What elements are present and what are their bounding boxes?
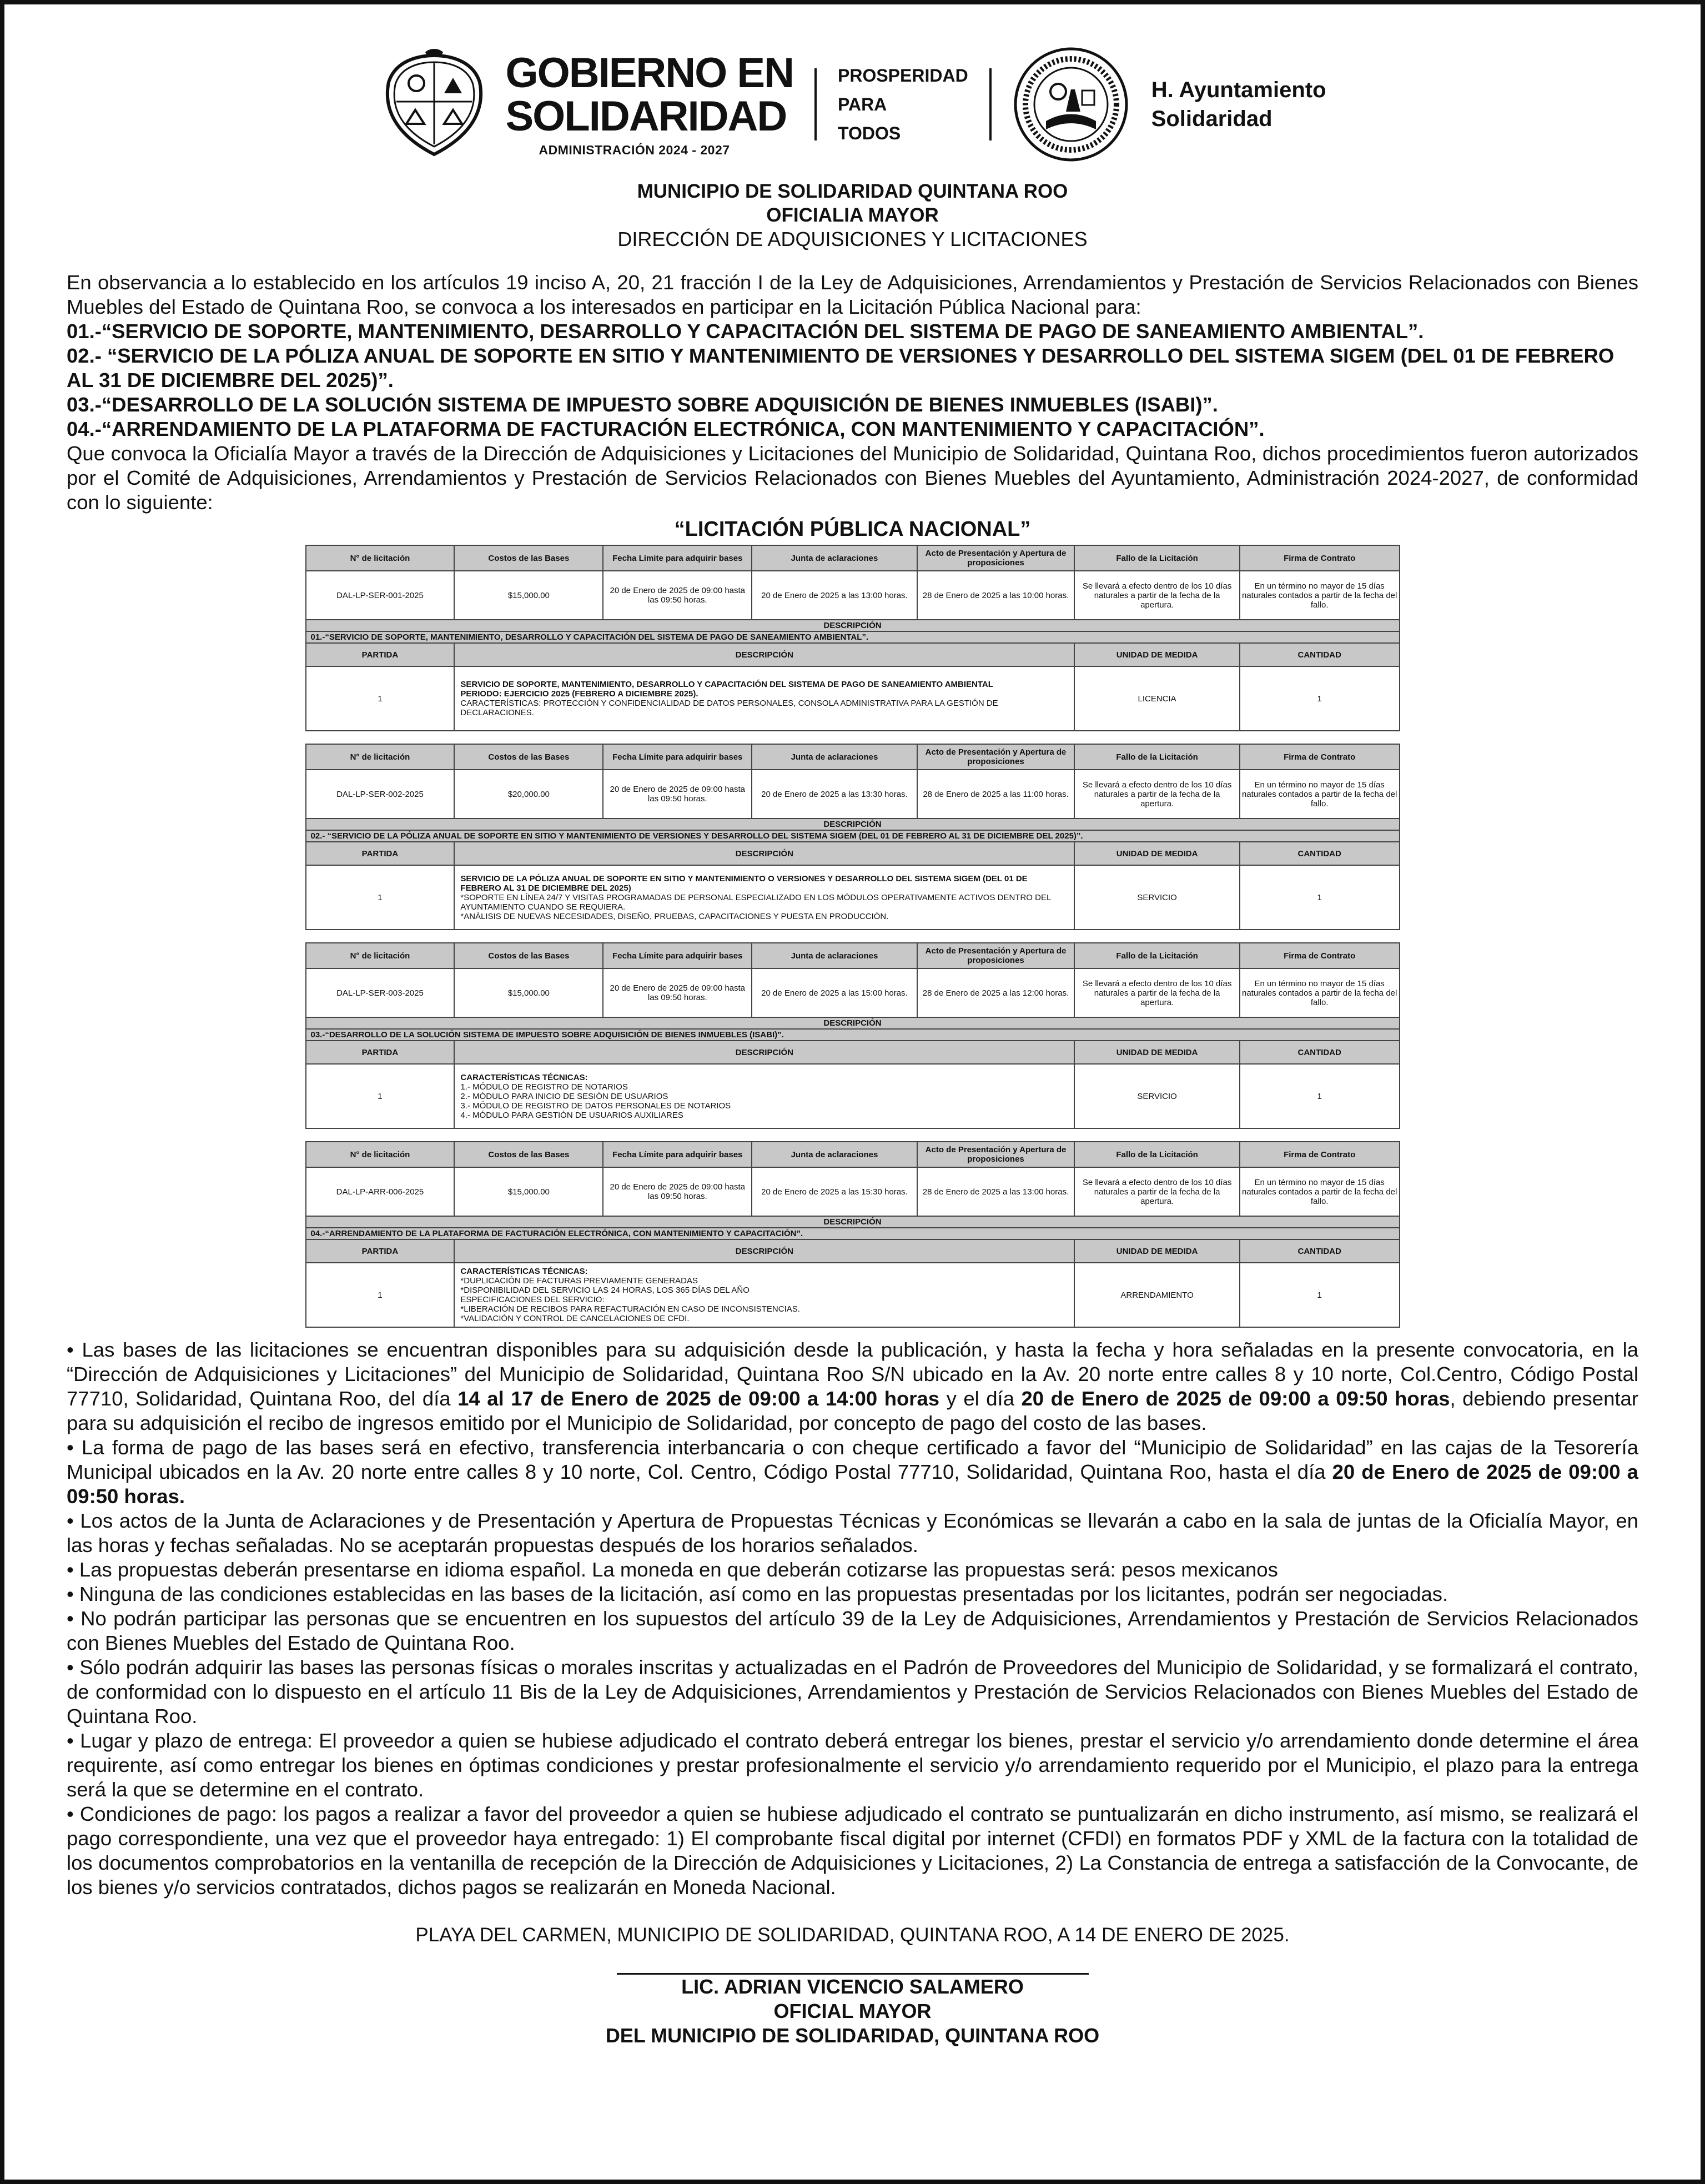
fallo-text: Se llevará a efecto dentro de los 10 días naturales a partir de la fecha de la apertura. [1074, 1167, 1239, 1216]
item-row [306, 865, 1400, 930]
convoca-text: Que convoca la Oficialía Mayor a través de la Dirección de Adquisiciones y Licitaciones del Municipio de Solidaridad, Quintana Roo, dichos procedimientos fueron autorizados por el Comité de Adquisiciones, Arrendamientos y Prestación de Servicios Relacionados con Bienes Muebles del Ayuntamiento, Administración 2024-2027, de conformidad con lo siguiente: [67, 442, 1638, 514]
condition-emphasis: 20 de Enero de 2025 de 09:00 a 09:50 horas [1021, 1387, 1450, 1410]
header-acto: Acto de Presentación y Apertura de proposiciones [917, 545, 1075, 571]
table-header-row [306, 744, 1400, 770]
header-junta: Junta de aclaraciones [752, 1142, 917, 1167]
condition-negotiation: • Ninguna de las condiciones establecidas en las bases de la licitación, así como en las propuestas presentadas por los licitantes, podrán ser negociadas. [67, 1583, 1449, 1605]
acto-date: 28 de Enero de 2025 a las 12:00 horas. [917, 968, 1075, 1017]
header-junta: Junta de aclaraciones [752, 943, 917, 968]
condition-text: • Las bases de las licitaciones se encuentran disponibles para su adquisición desde la publicación, y hasta la fecha y hora señaladas en la presente convocatoria, en la “Dirección de Adquisiciones y Licitaciones” del Municipio de Solidaridad, Quintana Roo S/N ubicado en la Av. 20 norte entre calles 8 y 10 norte, Col.Centro, Código Postal 77710, Solidaridad, Quintana Roo, del día [67, 1338, 1638, 1410]
licitacion-table [305, 545, 1400, 731]
vertical-divider [989, 68, 992, 140]
header-num: N° de licitación [306, 744, 455, 770]
firma-text: En un término no mayor de 15 días naturales contados a partir de la fecha del fallo. [1240, 770, 1400, 819]
bases-deadline: 20 de Enero de 2025 de 09:00 hasta las 09:50 horas. [603, 770, 752, 819]
item-partida: 1 [306, 666, 455, 731]
header-unidad: UNIDAD DE MEDIDA [1074, 643, 1239, 666]
header-cantidad: CANTIDAD [1240, 1041, 1400, 1064]
description-label: DESCRIPCIÓN [306, 1216, 1400, 1228]
item-description-detail: *SOPORTE EN LÍNEA 24/7 Y VISITAS PROGRAMADAS DE PERSONAL ESPECIALIZADO EN LOS MÓDULOS OPERATIVAMENTE ACTIVOS DENTRO DEL AYUNTAMIENTO CUANDO SE REQUIERA. *ANÁLISIS DE NUEVAS NECESIDADES, DISEÑO, PRUEBAS, CAPACITACIONES Y PUESTA EN PRODUCCIÓN. [460, 892, 1051, 921]
fallo-text: Se llevará a efecto dentro de los 10 días naturales a partir de la fecha de la apertura. [1074, 770, 1239, 819]
header-descripcion: DESCRIPCIÓN [454, 1239, 1074, 1263]
header-descripcion: DESCRIPCIÓN [454, 1041, 1074, 1064]
signatory-title: OFICIAL MAYOR [773, 2000, 932, 2022]
header-costo: Costos de las Bases [454, 545, 603, 571]
municipality-title: MUNICIPIO DE SOLIDARIDAD QUINTANA ROO [637, 180, 1068, 202]
item-description-detail: CARACTERÍSTICAS: PROTECCIÓN Y CONFIDENCIALIDAD DE DATOS PERSONALES, CONSOLA ADMINISTRATIVA PARA LA GESTIÓN DE DECLARACIONES. [460, 699, 998, 717]
lpn-title: “LICITACIÓN PÚBLICA NACIONAL” [674, 518, 1031, 541]
condition-acts: • Los actos de la Junta de Aclaraciones y de Presentación y Apertura de Propuestas Técnicas y Económicas se llevarán a cabo en la sala de juntas de la Oficialía Mayor, en las horas y fechas señaladas. No se aceptarán propuestas después de los horarios señalados. [67, 1509, 1638, 1557]
bases-cost: $20,000.00 [454, 770, 603, 819]
items-header-row [306, 1041, 1400, 1064]
item-quantity: 1 [1240, 1263, 1400, 1327]
licitacion-number: DAL-LP-SER-003-2025 [306, 968, 455, 1017]
item-description [454, 666, 1074, 731]
table-header-row [306, 943, 1400, 968]
table-row [306, 770, 1400, 819]
table-row [306, 571, 1400, 620]
header-firma: Firma de Contrato [1240, 545, 1400, 571]
item-unit: LICENCIA [1074, 666, 1239, 731]
item-description [454, 865, 1074, 930]
header-partida: PARTIDA [306, 1239, 455, 1263]
gov-line-2: SOLIDARIDAD [505, 92, 787, 140]
ayuntamiento-line-2: Solidaridad [1151, 107, 1273, 131]
condition-bases [67, 1338, 1638, 1435]
header-partida: PARTIDA [306, 1041, 455, 1064]
header-descripcion: DESCRIPCIÓN [454, 643, 1074, 666]
office-title: OFICIALIA MAYOR [766, 204, 939, 226]
item-description-heading: SERVICIO DE LA PÓLIZA ANUAL DE SOPORTE EN SITIO Y MANTENIMIENTO O VERSIONES Y DESARROLLO DEL SISTEMA SIGEM (DEL 01 DE FEBRERO AL 31 DE DICIEMBRE DEL 2025) [460, 873, 1028, 893]
condition-payment-bases [67, 1435, 1638, 1509]
item-unit: ARRENDAMIENTO [1074, 1263, 1239, 1327]
condition-registry: • Sólo podrán adquirir las bases las personas físicas o morales inscritas y actualizadas en el Padrón de Proveedores del Municipio de Solidaridad, y se formalizará el contrato, de conformidad con lo dispuesto en el artículo 11 Bis de la Ley de Adquisiciones, Arrendamientos y Prestación de Servicios Relacionados con Bienes Muebles del Estado de Quintana Roo. [67, 1656, 1638, 1728]
conditions-list [67, 1338, 1638, 1900]
table-header-row [306, 1142, 1400, 1167]
table-row [306, 968, 1400, 1017]
item-description [454, 1064, 1074, 1128]
header-acto: Acto de Presentación y Apertura de proposiciones [917, 744, 1075, 770]
item-row [306, 1064, 1400, 1128]
items-header-row [306, 1239, 1400, 1263]
header-num: N° de licitación [306, 545, 455, 571]
condition-text: • La forma de pago de las bases será en efectivo, transferencia interbancaria o con cheque certificado a favor del “Municipio de Solidaridad” en las cajas de la Tesorería Municipal ubicados en la Av. 20 norte entre calles 8 y 10 norte, Col. Centro, Código Postal 77710, Solidaridad, Quintana Roo, hasta el día [67, 1436, 1638, 1483]
bases-deadline: 20 de Enero de 2025 de 09:00 hasta las 09:50 horas. [603, 571, 752, 620]
header-costo: Costos de las Bases [454, 1142, 603, 1167]
header-unidad: UNIDAD DE MEDIDA [1074, 1041, 1239, 1064]
firma-text: En un término no mayor de 15 días naturales contados a partir de la fecha del fallo. [1240, 1167, 1400, 1216]
item-row [306, 666, 1400, 731]
item-description-heading: SERVICIO DE SOPORTE, MANTENIMIENTO, DESARROLLO Y CAPACITACIÓN DEL SISTEMA DE PAGO DE SANEAMIENTO AMBIENTAL PERIODO: EJERCICIO 2025 (FEBRERO A DICIEMBRE 2025). [460, 680, 993, 699]
service-item: 01.-“SERVICIO DE SOPORTE, MANTENIMIENTO, DESARROLLO Y CAPACITACIÓN DEL SISTEMA DE PAGO DE SANEAMIENTO AMBIENTAL”. [67, 320, 1424, 343]
header-cantidad: CANTIDAD [1240, 1239, 1400, 1263]
description-title: 03.-“DESARROLLO DE LA SOLUCIÓN SISTEMA DE IMPUESTO SOBRE ADQUISICIÓN DE BIENES INMUEBLES (ISABI)”. [306, 1029, 1400, 1041]
header-costo: Costos de las Bases [454, 744, 603, 770]
condition-exclusions: • No podrán participar las personas que se encuentren en los supuestos del artículo 39 de la Ley de Adquisiciones, Arrendamientos y Prestación de Servicios Relacionados con Bienes Muebles del Estado de Quintana Roo. [67, 1607, 1638, 1654]
header-unidad: UNIDAD DE MEDIDA [1074, 842, 1239, 865]
condition-payment: • Condiciones de pago: los pagos a realizar a favor del proveedor a quien se hubiese adjudicado el contrato se puntualizarán en dicho instrumento, así mismo, se realizará el pago correspondiente, una vez que el proveedor haya entregado: 1) El comprobante fiscal digital por internet (CFDI) en formatos PDF y XML de la factura con la totalidad de los documentos comprobatorios en la ventanilla de recepción de la Dirección de Adquisiciones y Licitaciones, 2) La Constancia de entrega a satisfacción de la Convocante, de los bienes y/o servicios contratados, dichos pagos se realizarán en Moneda Nacional. [67, 1803, 1638, 1899]
condition-text: , debiendo presentar para su adquisición el recibo de ingresos emitido por el Municipio de Solidaridad, por concepto de pago del costo de las bases. [67, 1387, 1639, 1434]
motto-line-2: PARA [837, 94, 887, 114]
service-item: 02.- “SERVICIO DE LA PÓLIZA ANUAL DE SOPORTE EN SITIO Y MANTENIMIENTO DE VERSIONES Y DESARROLLO DEL SISTEMA SIGEM (DEL 01 DE FEBRERO AL 31 DE DICIEMBRE DEL 2025)”. [67, 344, 1615, 391]
header-firma: Firma de Contrato [1240, 1142, 1400, 1167]
description-label: DESCRIPCIÓN [306, 620, 1400, 631]
item-description-detail: *DUPLICACIÓN DE FACTURAS PREVIAMENTE GENERADAS *DISPONIBILIDAD DEL SERVICIO LAS 24 HORAS, LOS 365 DÍAS DEL AÑO ESPECIFICACIONES DEL SERVICIO: *LIBERACIÓN DE RECIBOS PARA REFACTURACIÓN EN CASO DE INCONSISTENCIAS. *VALIDACIÓN Y CONTROL DE CANCELACIONES DE CFDI. [460, 1276, 800, 1323]
acto-date: 28 de Enero de 2025 a las 13:00 horas. [917, 1167, 1075, 1216]
junta-date: 20 de Enero de 2025 a las 13:00 horas. [752, 571, 917, 620]
bases-cost: $15,000.00 [454, 571, 603, 620]
firma-text: En un término no mayor de 15 días naturales contados a partir de la fecha del fallo. [1240, 968, 1400, 1017]
header-costo: Costos de las Bases [454, 943, 603, 968]
ayuntamiento-seal-icon [1013, 46, 1129, 163]
junta-date: 20 de Enero de 2025 a las 15:00 horas. [752, 968, 917, 1017]
description-title: 02.- “SERVICIO DE LA PÓLIZA ANUAL DE SOPORTE EN SITIO Y MANTENIMIENTO DE VERSIONES Y DESARROLLO DEL SISTEMA SIGEM (DEL 01 DE FEBRERO AL 31 DE DICIEMBRE DEL 2025)”. [306, 830, 1400, 842]
header-partida: PARTIDA [306, 643, 455, 666]
header-cantidad: CANTIDAD [1240, 842, 1400, 865]
condition-emphasis: 14 al 17 de Enero de 2025 de 09:00 a 14:00 horas [457, 1387, 940, 1410]
items-header-row [306, 643, 1400, 666]
signatory-name: LIC. ADRIAN VICENCIO SALAMERO [681, 1975, 1024, 1998]
licitacion-table [305, 1141, 1400, 1328]
firma-text: En un término no mayor de 15 días naturales contados a partir de la fecha del fallo. [1240, 571, 1400, 620]
licitacion-table [305, 942, 1400, 1129]
motto-line-3: TODOS [837, 123, 901, 143]
header-firma: Firma de Contrato [1240, 943, 1400, 968]
header-fecha: Fecha Límite para adquirir bases [603, 943, 752, 968]
item-partida: 1 [306, 865, 455, 930]
header-fecha: Fecha Límite para adquirir bases [603, 1142, 752, 1167]
bases-cost: $15,000.00 [454, 968, 603, 1017]
description-title: 04.-“ARRENDAMIENTO DE LA PLATAFORMA DE FACTURACIÓN ELECTRÓNICA, CON MANTENIMIENTO Y CAPACITACIÓN”. [306, 1228, 1400, 1239]
service-item: 04.-“ARRENDAMIENTO DE LA PLATAFORMA DE FACTURACIÓN ELECTRÓNICA, CON MANTENIMIENTO Y CAPACITACIÓN”. [67, 418, 1265, 440]
header-descripcion: DESCRIPCIÓN [454, 842, 1074, 865]
table-header-row [306, 545, 1400, 571]
bases-deadline: 20 de Enero de 2025 de 09:00 hasta las 09:50 horas. [603, 968, 752, 1017]
convoca-paragraph [67, 441, 1638, 515]
item-description-heading: CARACTERÍSTICAS TÉCNICAS: [460, 1072, 588, 1082]
services-list [67, 319, 1638, 441]
condition-text: y el día [939, 1387, 1022, 1410]
acto-date: 28 de Enero de 2025 a las 11:00 horas. [917, 770, 1075, 819]
gov-line-1: GOBIERNO EN [505, 49, 793, 97]
item-partida: 1 [306, 1263, 455, 1327]
header-junta: Junta de aclaraciones [752, 744, 917, 770]
description-label: DESCRIPCIÓN [306, 1017, 1400, 1029]
items-header-row [306, 842, 1400, 865]
ayuntamiento-line-1: H. Ayuntamiento [1151, 78, 1326, 102]
motto [838, 61, 968, 148]
item-quantity: 1 [1240, 1064, 1400, 1128]
bases-deadline: 20 de Enero de 2025 de 09:00 hasta las 09:50 horas. [603, 1167, 752, 1216]
item-row [306, 1263, 1400, 1327]
motto-line-1: PROSPERIDAD [837, 66, 968, 86]
header-firma: Firma de Contrato [1240, 744, 1400, 770]
header-num: N° de licitación [306, 943, 455, 968]
licitacion-number: DAL-LP-SER-001-2025 [306, 571, 455, 620]
item-description-detail: 1.- MÓDULO DE REGISTRO DE NOTARIOS 2.- MÓDULO PARA INICIO DE SESIÓN DE USUARIOS 3.- MÓDULO DE REGISTRO DE DATOS PERSONALES DE NOTARIOS 4.- MÓDULO PARA GESTIÓN DE USUARIOS AUXILIARES [460, 1082, 731, 1120]
intro-text: En observancia a lo establecido en los artículos 19 inciso A, 20, 21 fracción I de la Ley de Adquisiciones, Arrendamientos y Prestación de Servicios Relacionados con Bienes Muebles del Estado de Quintana Roo, se convoca a los interesados en participar en la Licitación Pública Nacional para: [67, 271, 1638, 318]
junta-date: 20 de Enero de 2025 a las 13:30 horas. [752, 770, 917, 819]
header-partida: PARTIDA [306, 842, 455, 865]
header-unidad: UNIDAD DE MEDIDA [1074, 1239, 1239, 1263]
header-fallo: Fallo de la Licitación [1074, 943, 1239, 968]
licitaciones-tables [305, 545, 1400, 1328]
licitacion-table [305, 744, 1400, 930]
item-quantity: 1 [1240, 865, 1400, 930]
condition-delivery: • Lugar y plazo de entrega: El proveedor a quien se hubiese adjudicado el contrato deberá entregar los bienes, prestar el servicio y/o arrendamiento donde determine el área requirente, así como entregar los bienes en óptimas condiciones y prestar profesionalmente el servicio y/o arrendamiento requerido por el Municipio, el plazo para la entrega será la que se determine en el contrato. [67, 1729, 1638, 1801]
item-unit: SERVICIO [1074, 1064, 1239, 1128]
header-junta: Junta de aclaraciones [752, 545, 917, 571]
item-description-heading: CARACTERÍSTICAS TÉCNICAS: [460, 1267, 588, 1276]
administration-period: ADMINISTRACIÓN 2024 - 2027 [539, 142, 730, 157]
item-partida: 1 [306, 1064, 455, 1128]
item-quantity: 1 [1240, 666, 1400, 731]
service-item: 03.-“DESARROLLO DE LA SOLUCIÓN SISTEMA DE IMPUESTO SOBRE ADQUISICIÓN DE BIENES INMUEBLES (ISABI)”. [67, 393, 1218, 416]
header-acto: Acto de Presentación y Apertura de proposiciones [917, 1142, 1075, 1167]
place-date: PLAYA DEL CARMEN, MUNICIPIO DE SOLIDARIDAD, QUINTANA ROO, A 14 DE ENERO DE 2025. [415, 1924, 1290, 1946]
table-row [306, 1167, 1400, 1216]
description-title: 01.-“SERVICIO DE SOPORTE, MANTENIMIENTO, DESARROLLO Y CAPACITACIÓN DEL SISTEMA DE PAGO DE SANEAMIENTO AMBIENTAL”. [306, 631, 1400, 643]
condition-language: • Las propuestas deberán presentarse en idioma español. La moneda en que deberán cotizarse las propuestas será: pesos mexicanos [67, 1558, 1278, 1581]
item-description [454, 1263, 1074, 1327]
header-fallo: Fallo de la Licitación [1074, 1142, 1239, 1167]
municipal-coat-of-arms-icon [379, 49, 490, 160]
letterhead [67, 35, 1638, 174]
header-acto: Acto de Presentación y Apertura de proposiciones [917, 943, 1075, 968]
header-fallo: Fallo de la Licitación [1074, 545, 1239, 571]
directorate-title: DIRECCIÓN DE ADQUISICIONES Y LICITACIONES [617, 228, 1088, 250]
description-label: DESCRIPCIÓN [306, 819, 1400, 830]
header-cantidad: CANTIDAD [1240, 643, 1400, 666]
intro-paragraph [67, 270, 1638, 319]
bases-cost: $15,000.00 [454, 1167, 603, 1216]
condition-emphasis: 20 de Enero de 2025 de 09:00 a 09:50 horas. [67, 1460, 1638, 1508]
licitacion-number: DAL-LP-SER-002-2025 [306, 770, 455, 819]
government-logo-text [505, 49, 793, 158]
header-fallo: Fallo de la Licitación [1074, 744, 1239, 770]
item-unit: SERVICIO [1074, 865, 1239, 930]
vertical-divider [814, 68, 817, 140]
header-num: N° de licitación [306, 1142, 455, 1167]
signatory-organization: DEL MUNICIPIO DE SOLIDARIDAD, QUINTANA ROO [605, 2024, 1100, 2047]
acto-date: 28 de Enero de 2025 a las 10:00 horas. [917, 571, 1075, 620]
fallo-text: Se llevará a efecto dentro de los 10 días naturales a partir de la fecha de la apertura. [1074, 968, 1239, 1017]
ayuntamiento-name [1151, 76, 1326, 133]
header-fecha: Fecha Límite para adquirir bases [603, 744, 752, 770]
fallo-text: Se llevará a efecto dentro de los 10 días naturales a partir de la fecha de la apertura. [1074, 571, 1239, 620]
licitacion-number: DAL-LP-ARR-006-2025 [306, 1167, 455, 1216]
junta-date: 20 de Enero de 2025 a las 15:30 horas. [752, 1167, 917, 1216]
header-fecha: Fecha Límite para adquirir bases [603, 545, 752, 571]
